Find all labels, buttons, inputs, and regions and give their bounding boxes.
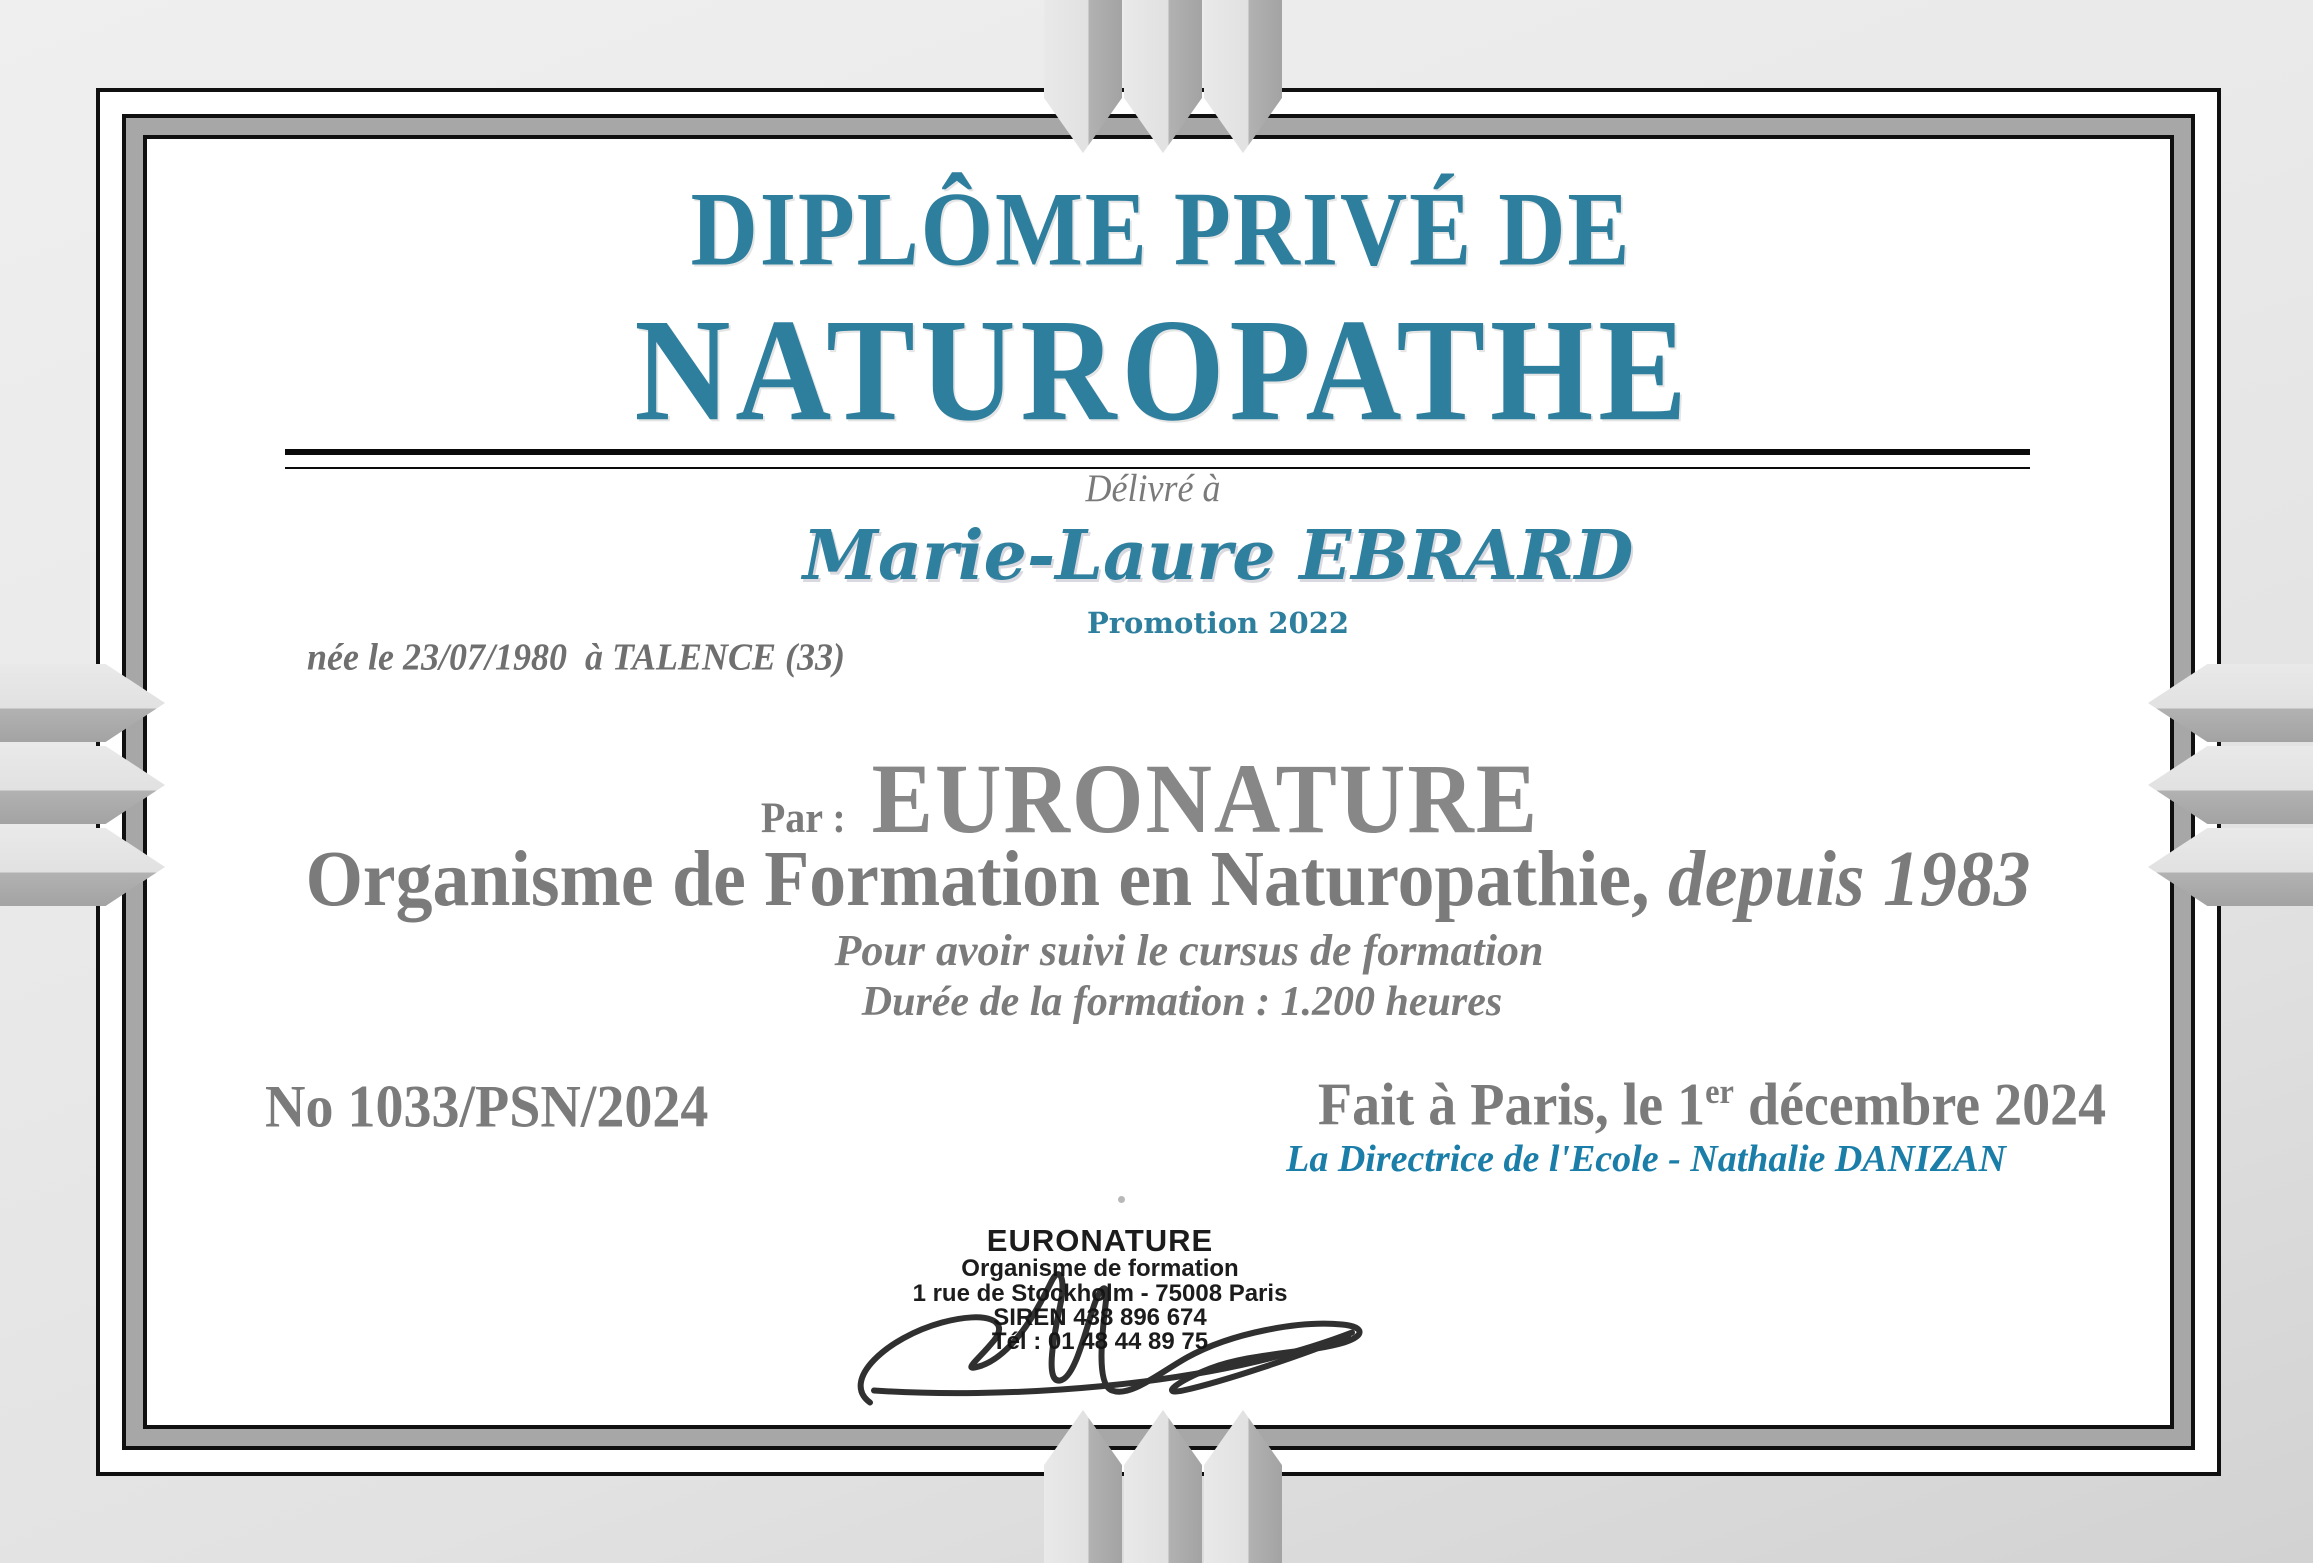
course-followed-line: Pour avoir suivi le cursus de formation	[834, 926, 1544, 975]
diploma-title: NATUROPATHE	[634, 289, 1692, 452]
stamp-address: 1 rue de Stockholm - 75008 Paris	[912, 1280, 1288, 1307]
place-date-prefix: Fait à Paris, le 1	[1317, 1071, 1706, 1139]
stamp-phone: Tél : 01 48 44 89 75	[991, 1328, 1209, 1355]
issued-to-label: Délivré à	[1085, 466, 1221, 510]
training-duration-line: Durée de la formation : 1.200 heures	[861, 979, 1503, 1025]
birth-info: née le 23/07/1980 à TALENCE (33)	[307, 635, 845, 678]
director-signature-line: La Directrice de l'Ecole - Nathalie DANIZAN	[1286, 1138, 2006, 1180]
issuer-description-text: Organisme de Formation en Naturopathie,	[305, 834, 1668, 924]
issuer-description-since: depuis 1983	[1667, 834, 2031, 924]
issuer-line	[760, 743, 1540, 854]
stamp-siren: SIREN 438 896 674	[993, 1304, 1207, 1331]
diploma-number: No 1033/PSN/2024	[265, 1073, 709, 1141]
recipient-name: Marie-Laure EBRARD	[802, 516, 1634, 596]
signature	[852, 1260, 1372, 1425]
stamp-org-type: Organisme de formation	[961, 1255, 1239, 1282]
place-date-line	[1317, 1071, 2107, 1139]
issuer-name: EURONATURE	[871, 743, 1540, 854]
diploma-type-line: DIPLÔME PRIVÉ DE	[690, 171, 1632, 289]
stamp-org-name: EURONATURE	[986, 1223, 1214, 1258]
ink-dot	[1118, 1196, 1125, 1203]
issuer-description	[305, 834, 2031, 924]
place-date-suffix: décembre 2024	[1733, 1071, 2107, 1139]
promotion-label: Promotion 2022	[1086, 606, 1350, 640]
place-date-ordinal: er	[1705, 1072, 1734, 1112]
by-label: Par :	[760, 793, 846, 842]
